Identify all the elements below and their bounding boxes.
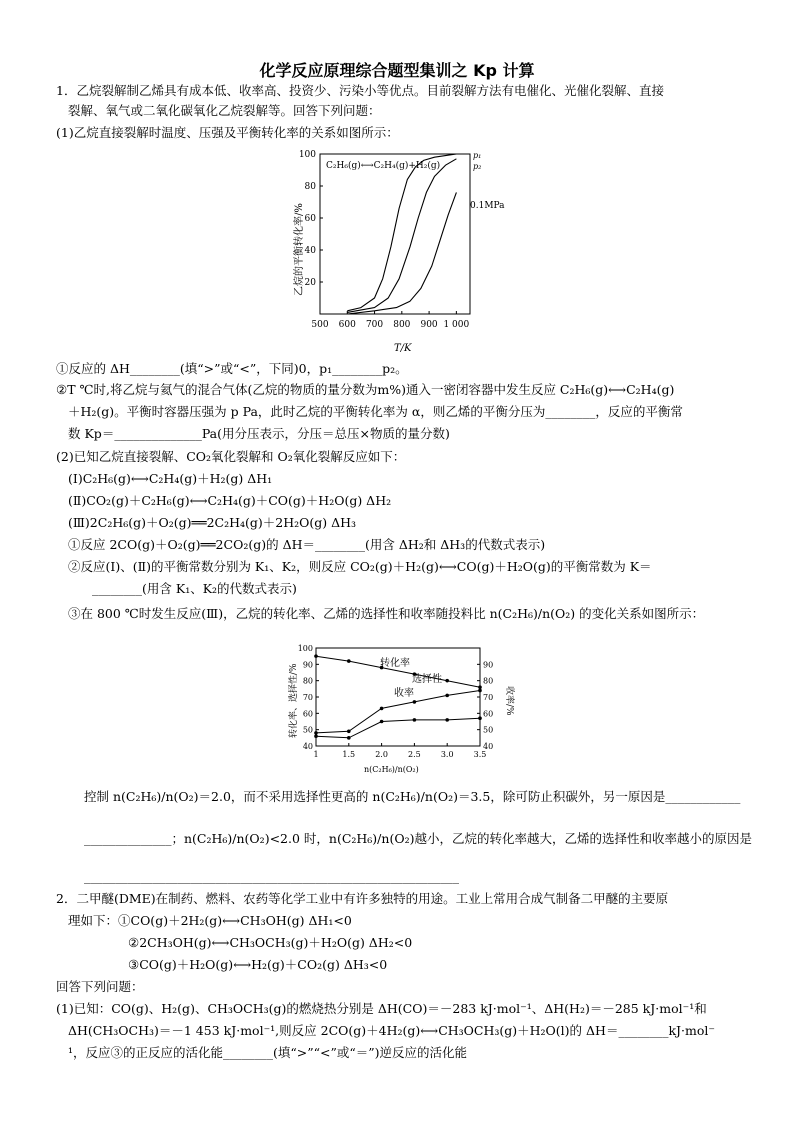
chart1-ytick-label: 100 bbox=[298, 150, 316, 160]
chart1-series-line-2 bbox=[347, 192, 456, 314]
chart2-ytick-left-label: 90 bbox=[302, 660, 313, 670]
q2-intro-line2: 理如下：①CO(g)＋2H₂(g)⟷CH₃OH(g) ΔH₁<0 bbox=[68, 913, 352, 928]
chart1-xtick-label: 700 bbox=[365, 320, 384, 330]
chart2-ytick-left-label: 70 bbox=[302, 693, 313, 702]
q1-reaction-2: (Ⅱ)CO₂(g)＋C₂H₆(g)⟷C₂H₄(g)＋CO(g)＋H₂O(g) ΔH₂ bbox=[68, 493, 392, 508]
chart2-xlabel: n(C₂H₆)/n(O₂) bbox=[364, 765, 419, 774]
chart2-ytick-right-label: 40 bbox=[483, 742, 494, 751]
chart-ratio-dependence bbox=[282, 640, 522, 780]
chart1-label-p1: p₁ bbox=[473, 151, 482, 160]
chart1-xtick-label: 1 000 bbox=[443, 320, 470, 330]
chart2-point-0-1 bbox=[347, 659, 351, 663]
chart2-point-1-1 bbox=[347, 730, 351, 734]
chart1-ytick-label: 80 bbox=[304, 182, 316, 192]
chart1-label-01mpa: 0.1MPa bbox=[470, 201, 505, 211]
q2-ask: 回答下列问题： bbox=[56, 979, 144, 994]
chart2-point-1-2 bbox=[380, 707, 384, 711]
chart2-ytick-left-label: 40 bbox=[302, 742, 313, 751]
q1-sub2-line3: 数 Kp＝______________Pa(用分压表示，分压＝总压×物质的量分数) bbox=[68, 426, 450, 441]
chart2-ylabel-left: 转化率、选择性/% bbox=[289, 663, 299, 738]
chart-conversion-vs-temperature bbox=[286, 146, 516, 356]
q1-part1-heading: (1)乙烷直接裂解时温度、压强及平衡转化率的关系如图所示： bbox=[56, 125, 399, 140]
q1-control-line2: ______________；n(C₂H₆)/n(O₂)<2.0 时，n(C₂H₆)/n(O₂)越小，乙烷的转化率越大，乙烯的选择性和收率越小的原因是 bbox=[84, 831, 752, 846]
chart2-point-2-5 bbox=[478, 716, 482, 720]
chart2-ytick-right-label: 80 bbox=[483, 676, 494, 686]
chart1-series-line-1 bbox=[347, 159, 456, 313]
chart2-ytick-right-label: 60 bbox=[483, 709, 494, 719]
chart2-point-2-2 bbox=[380, 720, 384, 724]
chart1-ytick-label: 60 bbox=[304, 214, 316, 224]
q2-intro-line1: 2．二甲醚(DME)在制药、燃料、农药等化学工业中有许多独特的用途。工业上常用合成气制备二甲醚的主要原 bbox=[56, 891, 669, 906]
q1-sub2-line2: ＋H₂(g)。平衡时容器压强为 p Pa，此时乙烷的平衡转化率为 α，则乙烯的平衡分压为________，反应的平衡常 bbox=[68, 404, 683, 419]
chart1-label-p2: p₂ bbox=[473, 162, 482, 171]
chart2-point-1-3 bbox=[413, 700, 417, 704]
q1-control-line3: ____________________________________________________________ bbox=[84, 869, 459, 884]
chart2-xtick-label: 2.5 bbox=[408, 750, 421, 759]
q2-reaction-3: ③CO(g)＋H₂O(g)⟷H₂(g)＋CO₂(g) ΔH₃<0 bbox=[128, 957, 388, 972]
page-title: 化学反应原理综合题型集训之 Kp 计算 bbox=[259, 61, 535, 80]
chart1-ytick-label: 20 bbox=[304, 278, 316, 288]
chart2-series-line-2 bbox=[316, 718, 480, 738]
chart2-xtick-label: 2.0 bbox=[375, 750, 388, 759]
chart1-ytick-label: 40 bbox=[304, 246, 316, 256]
q1-reaction-3: (Ⅲ)2C₂H₆(g)＋O₂(g)══2C₂H₄(g)＋2H₂O(g) ΔH₃ bbox=[68, 515, 357, 530]
chart2-label-yield: 收率 bbox=[394, 688, 414, 699]
chart1-frame bbox=[320, 154, 470, 314]
chart2-point-2-0 bbox=[314, 734, 318, 738]
chart2-point-1-5 bbox=[478, 689, 482, 693]
chart2-ytick-left-label: 80 bbox=[302, 676, 313, 686]
chart2-xtick-label: 1 bbox=[313, 750, 319, 759]
q1-part2-sub2-line1: ②反应(Ⅰ)、(Ⅱ)的平衡常数分别为 K₁、K₂，则反应 CO₂(g)＋H₂(g)⟷CO(g)＋H₂O(g)的平衡常数为 K＝ bbox=[68, 559, 652, 574]
q1-sub1: ①反应的 ΔH________(填“>”或“<”，下同)0，p₁________p₂。 bbox=[56, 361, 408, 376]
chart2-point-1-4 bbox=[445, 694, 449, 698]
chart2-xtick-label: 3.0 bbox=[440, 750, 454, 759]
q1-intro-line2: 裂解、氧气或二氧化碳氧化乙烷裂解等。回答下列问题： bbox=[68, 103, 381, 118]
q1-control-line1: 控制 n(C₂H₆)/n(O₂)＝2.0，而不采用选择性更高的 n(C₂H₆)/n(O₂)＝3.5，除可防止积碳外，另一原因是____________ bbox=[84, 789, 741, 804]
q2-part1-line1: (1)已知：CO(g)、H₂(g)、CH₃OCH₃(g)的燃烧热分别是 ΔH(CO)＝－283 kJ·mol⁻¹、ΔH(H₂)＝－285 kJ·mol⁻¹和 bbox=[56, 1001, 707, 1016]
chart2-ytick-right-label: 90 bbox=[483, 660, 494, 670]
chart2-ytick-right-label: 50 bbox=[483, 725, 494, 735]
q2-part1-line3: ¹，反应③的正反应的活化能________(填“>”“<”或“＝”)逆反应的活化能 bbox=[68, 1045, 468, 1060]
q1-part2-sub1: ①反应 2CO(g)＋O₂(g)══2CO₂(g)的 ΔH＝________(用含 ΔH₂和 ΔH₃的代数式表示) bbox=[68, 537, 546, 552]
chart2-ylabel-right: 收率/% bbox=[504, 686, 514, 716]
q2-part1-line2: ΔH(CH₃OCH₃)＝－1 453 kJ·mol⁻¹,则反应 2CO(g)＋4H₂(g)⟷CH₃OCH₃(g)＋H₂O(l)的 ΔH＝________kJ·mol⁻ bbox=[68, 1023, 715, 1038]
q1-sub2-line1: ②T ℃时,将乙烷与氦气的混合气体(乙烷的物质的量分数为m%)通入一密闭容器中发生反应 C₂H₆(g)⟷C₂H₄(g) bbox=[56, 382, 675, 397]
q1-intro-line1: 1．乙烷裂解制乙烯具有成本低、收率高、投资少、污染小等优点。目前裂解方法有电催化、光催化裂解、直接 bbox=[56, 83, 664, 98]
chart2-ytick-left-label: 100 bbox=[297, 644, 313, 653]
chart2-point-0-5 bbox=[478, 685, 482, 689]
chart1-xtick-label: 500 bbox=[311, 320, 329, 330]
chart2-xtick-label: 1.5 bbox=[342, 750, 356, 759]
chart1-xtick-label: 600 bbox=[338, 320, 356, 330]
chart2-point-1-0 bbox=[314, 731, 318, 735]
chart1-annotation: C₂H₆(g)⟷C₂H₄(g)+H₂(g) bbox=[326, 161, 441, 171]
chart2-label-selectivity: 选择性 bbox=[412, 674, 442, 685]
chart2-ytick-left-label: 60 bbox=[302, 709, 313, 719]
q2-reaction-2: ②2CH₃OH(g)⟷CH₃OCH₃(g)＋H₂O(g) ΔH₂<0 bbox=[128, 935, 413, 950]
chart2-point-2-3 bbox=[413, 718, 417, 722]
chart1-xtick-label: 900 bbox=[420, 320, 438, 330]
q1-part2-heading: (2)已知乙烷直接裂解、CO₂氧化裂解和 O₂氧化裂解反应如下： bbox=[56, 449, 406, 464]
chart2-point-2-1 bbox=[347, 736, 351, 740]
q1-part2-sub2-line2: ________(用含 K₁、K₂的代数式表示) bbox=[92, 581, 297, 596]
chart1-xtick-label: 800 bbox=[393, 320, 411, 330]
chart2-xtick-label: 3.5 bbox=[473, 750, 487, 759]
chart2-ytick-right-label: 70 bbox=[483, 693, 494, 702]
chart1-xlabel: T/K bbox=[394, 343, 412, 354]
chart1-series-line-0 bbox=[347, 154, 456, 311]
chart2-point-0-0 bbox=[314, 654, 318, 658]
chart2-ytick-left-label: 50 bbox=[302, 725, 313, 735]
chart1-ylabel: 乙烷的平衡转化率/% bbox=[294, 203, 305, 296]
chart2-point-2-4 bbox=[445, 718, 449, 722]
chart2-point-0-4 bbox=[445, 679, 449, 683]
q1-part2-sub3: ③在 800 ℃时发生反应(Ⅲ)，乙烷的转化率、乙烯的选择性和收率随投料比 n(C₂H₆)/n(O₂) 的变化关系如图所示： bbox=[68, 606, 705, 621]
chart2-label-conversion: 转化率 bbox=[380, 658, 410, 669]
q1-reaction-1: (Ⅰ)C₂H₆(g)⟷C₂H₄(g)＋H₂(g) ΔH₁ bbox=[68, 471, 273, 486]
